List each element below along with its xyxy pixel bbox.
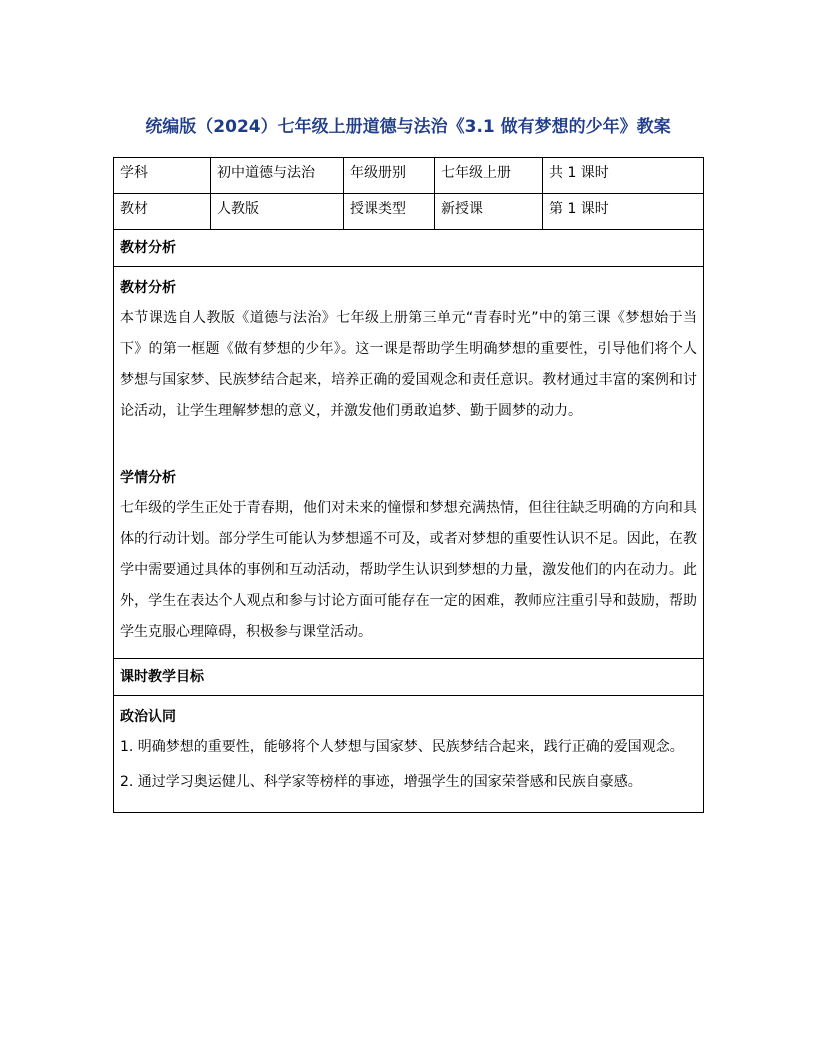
meta-cell: 第 1 课时 bbox=[543, 194, 704, 230]
student-analysis-text: 七年级的学生正处于青春期，他们对未来的憧憬和梦想充满热情，但往往缺乏明确的方向和具体的行动计划。部分学生可能认为梦想遥不可及，或者对梦想的重要性认识不足。因此，在教学中需要通过具体的事例和互动活动，帮助学生认识到梦想的力量，激发他们的内在动力。此外，学生在表达个人观点和参与讨论方面可能存在一定的困难，教师应注重引导和鼓励，帮助学生克服心理障碍，积极参与课堂活动。 bbox=[120, 500, 697, 640]
objectives-header-cell bbox=[114, 659, 704, 696]
meta-cell: 七年级上册 bbox=[435, 158, 543, 194]
meta-row-subject bbox=[114, 158, 704, 194]
document-title: 统编版（2024）七年级上册道德与法治《3.1 做有梦想的少年》教案 bbox=[145, 117, 671, 137]
textbook-analysis-text: 本节课选自人教版《道德与法治》七年级上册第三单元“青春时光”中的第三课《梦想始于当下》的第一框题《做有梦想的少年》。这一课是帮助学生明确梦想的重要性，引导他们将个人梦想与国家梦、民族梦结合起来，培养正确的爱国观念和责任意识。教材通过丰富的案例和讨论活动，让学生理解梦想的意义，并激发他们勇敢追梦、勤于圆梦的动力。 bbox=[120, 310, 697, 419]
objectives-header-row bbox=[114, 659, 704, 696]
meta-cell: 年级册别 bbox=[344, 158, 435, 194]
meta-cell: 人教版 bbox=[211, 194, 344, 230]
analysis-header-row bbox=[114, 230, 704, 267]
political-identity-heading: 政治认同 bbox=[120, 709, 176, 725]
meta-cell: 初中道德与法治 bbox=[211, 158, 344, 194]
analysis-header-cell bbox=[114, 230, 704, 267]
paragraph-spacer bbox=[120, 427, 697, 463]
section-header-objectives: 课时教学目标 bbox=[120, 669, 204, 685]
meta-row-textbook bbox=[114, 194, 704, 230]
meta-cell: 新授课 bbox=[435, 194, 543, 230]
objective-item: 2. 通过学习奥运健儿、科学家等榜样的事迹，增强学生的国家荣誉感和民族自豪感。 bbox=[120, 774, 642, 790]
meta-cell: 授课类型 bbox=[344, 194, 435, 230]
meta-cell: 教材 bbox=[114, 194, 211, 230]
analysis-body-cell bbox=[114, 267, 704, 659]
objectives-body-row bbox=[114, 696, 704, 813]
objectives-body-cell bbox=[114, 696, 704, 813]
textbook-analysis-heading: 教材分析 bbox=[120, 280, 176, 296]
student-analysis-heading: 学情分析 bbox=[120, 470, 176, 486]
section-header-analysis: 教材分析 bbox=[120, 240, 176, 256]
lesson-plan-table bbox=[113, 157, 704, 813]
meta-cell: 共 1 课时 bbox=[543, 158, 704, 194]
analysis-body-row bbox=[114, 267, 704, 659]
meta-cell: 学科 bbox=[114, 158, 211, 194]
objective-item: 1. 明确梦想的重要性，能够将个人梦想与国家梦、民族梦结合起来，践行正确的爱国观念。 bbox=[120, 739, 684, 755]
